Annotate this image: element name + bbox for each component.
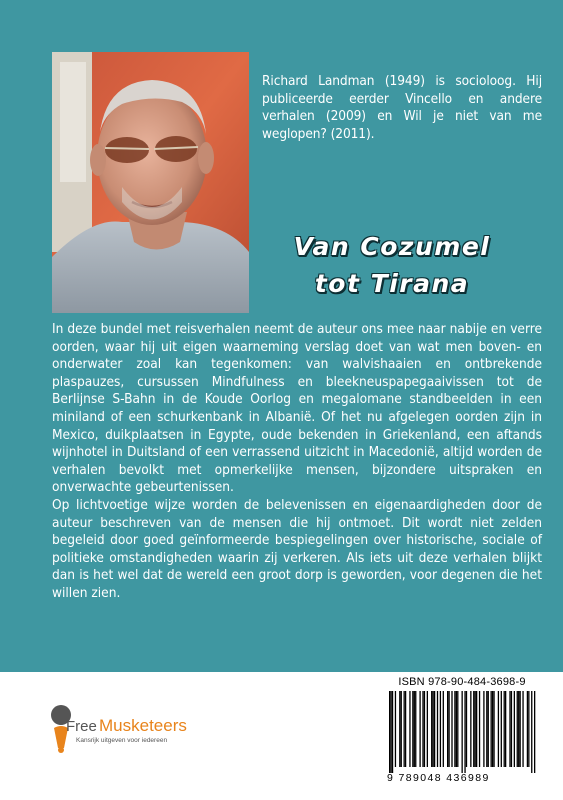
barcode-bar bbox=[483, 691, 484, 767]
author-photo bbox=[52, 52, 249, 313]
barcode-bar bbox=[520, 691, 521, 767]
barcode-bar bbox=[517, 691, 518, 767]
barcode-bar bbox=[528, 691, 529, 767]
barcode-bar bbox=[443, 691, 444, 767]
barcode-bar bbox=[476, 691, 477, 767]
title-line-2: tot Tirana bbox=[314, 269, 470, 298]
barcode-bar bbox=[437, 691, 438, 767]
barcode-bar bbox=[505, 691, 506, 767]
title-line-1: Van Cozumel bbox=[293, 232, 491, 261]
barcode-bar bbox=[457, 691, 458, 767]
isbn-barcode bbox=[387, 676, 537, 794]
barcode-bar bbox=[522, 691, 523, 767]
ean-digits: 9 789048 436989 bbox=[387, 772, 490, 784]
author-bio: Richard Landman (1949) is socioloog. Hij publiceerde eerder Vincello en andere verhalen (2009) en Wil je niet van me weglopen? (2011). bbox=[262, 73, 542, 142]
footer-band bbox=[0, 672, 563, 800]
barcode-bar bbox=[527, 691, 528, 767]
barcode-bar bbox=[389, 691, 390, 773]
barcode-bar bbox=[399, 691, 400, 767]
publisher-tagline: Kansrijk uitgeven voor iedereen bbox=[76, 737, 168, 744]
barcode-bar bbox=[454, 691, 455, 767]
barcode-bar bbox=[415, 691, 416, 767]
barcode-bar bbox=[501, 691, 502, 767]
barcode-bar bbox=[456, 691, 457, 767]
blurb-paragraph-1: In deze bundel met reisverhalen neemt de auteur ons mee naar nabije en verre oorden, waar hij uit eigen waarneming verslag doet van wat men boven- en onderwater zoal kan tegenkomen: van walvishaaien en ontbrekende plaspauzes, cursussen Mindfulness en bleekneuspapegaaivissen tot de Berlijnse S-Bahn in de Koude Oorlog en megalomane standbeelden in een miniland of een schurkenbank in Albanië. Of het nu afgelegen oorden zijn in Mexico, duikplaatsen in Egypte, oude bekenden in Griekenland, een aftands wijnhotel in Duitsland of een verrassend uitzicht in Macedonië, altijd worden de verhalen bevolkt met opmerkelijke mensen, bijzondere uitspraken en onverwachte gebeurtenissen. bbox=[52, 321, 542, 496]
barcode-bar bbox=[434, 691, 435, 767]
barcode-bar bbox=[451, 691, 452, 767]
barcode-bar bbox=[390, 691, 391, 773]
barcode-bar bbox=[473, 691, 474, 767]
book-title bbox=[262, 228, 522, 302]
barcode-bar bbox=[493, 691, 494, 767]
book-blurb bbox=[52, 321, 542, 603]
publisher-name-musketeers: Musketeers bbox=[99, 716, 187, 735]
barcode-bar bbox=[491, 691, 492, 767]
barcode-bar bbox=[531, 691, 532, 773]
barcode-bar bbox=[466, 691, 467, 767]
barcode-bar bbox=[504, 691, 505, 767]
barcode-bar bbox=[486, 691, 487, 767]
barcode-bar bbox=[431, 691, 432, 767]
barcode-bar bbox=[511, 691, 512, 767]
barcode-bar bbox=[412, 691, 413, 767]
barcode-bar bbox=[404, 691, 405, 767]
barcode-bar bbox=[392, 691, 393, 773]
barcode-bar bbox=[514, 691, 515, 767]
barcode-bar bbox=[395, 691, 396, 767]
barcode-bar bbox=[470, 691, 471, 767]
barcode-bar bbox=[475, 691, 476, 767]
barcode-bar bbox=[424, 691, 425, 767]
isbn-label: ISBN 978-90-484-3698-9 bbox=[398, 676, 526, 688]
barcode-bar bbox=[405, 691, 406, 767]
barcode-bar bbox=[492, 691, 493, 767]
barcode-bar bbox=[509, 691, 510, 767]
barcode-bar bbox=[498, 691, 499, 767]
barcode-bar bbox=[433, 691, 434, 767]
barcode-bar bbox=[419, 691, 420, 767]
barcode-bar bbox=[462, 691, 463, 773]
barcode-bars bbox=[387, 691, 537, 773]
barcode-bar bbox=[422, 691, 423, 767]
barcode-bar bbox=[409, 691, 410, 767]
barcode-bar bbox=[518, 691, 519, 767]
barcode-bar bbox=[479, 691, 480, 767]
barcode-bar bbox=[488, 691, 489, 767]
barcode-bar bbox=[401, 691, 402, 767]
blurb-paragraph-2: Op lichtvoetige wijze worden de belevenissen en eigenaardigheden door de auteur beschreven van de mensen die hij ontmoet. Dit wordt niet zelden begeleid door goed geïnformeerde bespiegelingen over historische, sociale of politieke omstandigheden waarin zij verkeren. Als iets uit deze verhalen blijkt dan is het wel dat de wereld een groot dorp is geworden, voor degenen die het willen zien. bbox=[52, 496, 542, 601]
publisher-name-free: Free bbox=[66, 718, 97, 735]
barcode-bar bbox=[534, 691, 535, 773]
barcode-bar bbox=[440, 691, 441, 767]
barcode-bar bbox=[447, 691, 448, 767]
barcode-bar bbox=[414, 691, 415, 767]
barcode-bar bbox=[448, 691, 449, 767]
barcode-bar bbox=[427, 691, 428, 767]
barcode-bar bbox=[464, 691, 465, 773]
publisher-logo bbox=[50, 702, 210, 762]
